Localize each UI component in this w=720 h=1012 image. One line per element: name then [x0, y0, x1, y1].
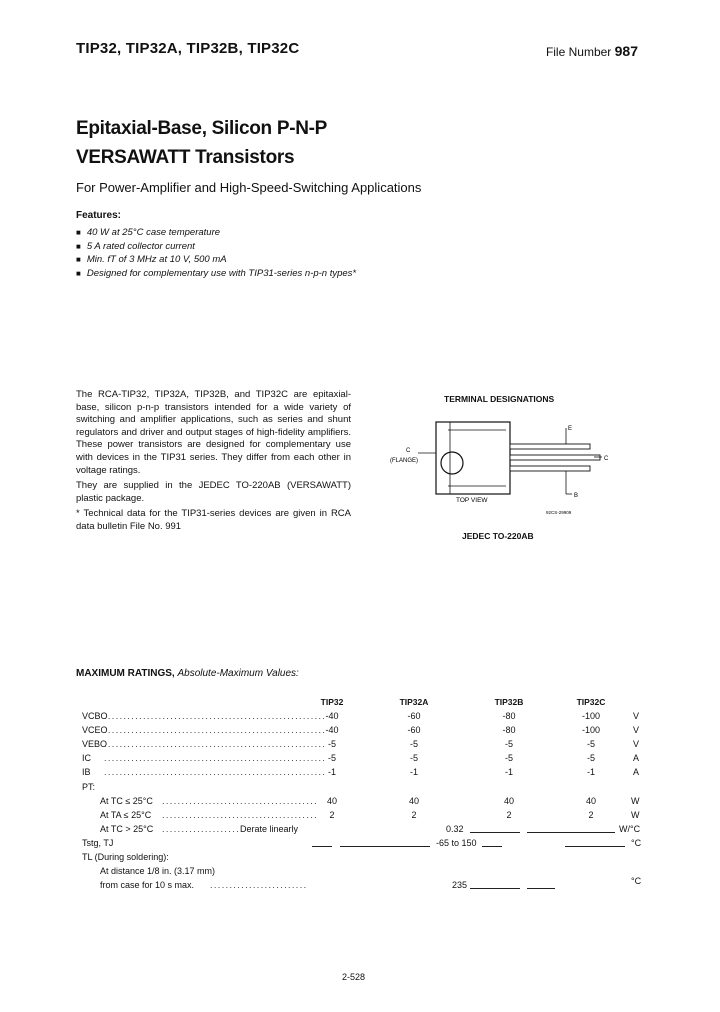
file-number-value: 987	[614, 43, 638, 59]
description	[76, 389, 351, 537]
file-number	[546, 43, 638, 59]
subtitle: For Power-Amplifier and High-Speed-Switching Applications	[76, 180, 422, 195]
leader-dots: .........................................................	[104, 767, 327, 777]
rating-value: 2	[329, 810, 335, 820]
ratings-title-bold: MAXIMUM RATINGS,	[76, 668, 175, 679]
rating-unit: V	[633, 725, 640, 735]
rating-label: VEBO	[82, 739, 108, 749]
rating-value: 2	[588, 810, 594, 820]
rating-label: IC	[82, 753, 91, 763]
rating-value: -40	[325, 711, 339, 721]
rating-value: -100	[581, 711, 600, 721]
title-line-1: Epitaxial-Base, Silicon P-N-P	[76, 118, 328, 139]
rating-value: -1	[409, 767, 418, 777]
file-number-label: File Number	[545, 45, 612, 59]
label-emitter: E	[568, 426, 573, 432]
continuation-line	[470, 888, 520, 889]
label-collector-left: C	[406, 448, 411, 454]
leader-dots: .........................................................	[104, 753, 327, 763]
rating-unit: W	[631, 796, 640, 806]
label-collector-right: C	[604, 456, 609, 462]
tl-unit: °C	[631, 876, 642, 886]
column-header: TIP32B	[494, 697, 524, 707]
rating-unit: V	[633, 739, 640, 749]
rating-value: -5	[586, 739, 595, 749]
derate-note: Derate linearly	[240, 824, 299, 834]
lead-collector	[510, 455, 600, 460]
continuation-line	[312, 846, 332, 847]
rating-value: -60	[407, 711, 421, 721]
continuation-line	[482, 846, 502, 847]
rating-value: -1	[327, 767, 336, 777]
description-footnote: * Technical data for the TIP31-series devices are given in RCA data bulletin File No. 991	[76, 508, 351, 532]
feature-item: ■ 40 W at 25°C case temperature	[76, 226, 356, 240]
derate-value: 0.32	[446, 824, 464, 834]
rating-unit: V	[633, 711, 640, 721]
continuation-line	[527, 832, 615, 833]
column-header: TIP32A	[399, 697, 429, 707]
temp-label: Tstg, TJ	[82, 838, 114, 848]
leader-dots: .........................................................	[104, 711, 327, 721]
rating-value: -60	[407, 725, 421, 735]
rating-value: -5	[327, 753, 336, 763]
rating-label: At TA ≤ 25°C	[100, 810, 152, 820]
rating-value: -5	[586, 753, 595, 763]
lead-emitter	[510, 444, 590, 449]
derate-unit: W/°C	[619, 824, 641, 834]
rating-label: At TC ≤ 25°C	[100, 796, 153, 806]
title-line-2: VERSAWATT Transistors	[76, 147, 295, 168]
rating-value: -5	[409, 739, 418, 749]
rating-value: -1	[504, 767, 513, 777]
part-numbers-header: TIP32, TIP32A, TIP32B, TIP32C	[76, 40, 300, 57]
terminal-diagram	[380, 410, 620, 522]
rating-label: VCEO	[82, 725, 108, 735]
rating-value: 2	[411, 810, 417, 820]
rating-value: -5	[327, 739, 336, 749]
distance-label: At distance 1/8 in. (3.17 mm)	[100, 866, 216, 876]
ratings-title-italic: Absolute-Maximum Values:	[177, 668, 299, 679]
rating-value: -40	[325, 725, 339, 735]
rating-label: VCBO	[82, 711, 108, 721]
leader-dots: .........................................................	[104, 725, 327, 735]
package-body	[436, 422, 510, 494]
terminal-designations-title: TERMINAL DESIGNATIONS	[444, 394, 555, 404]
rating-value: 40	[326, 796, 337, 806]
label-flange: (FLANGE)	[390, 458, 419, 464]
rating-value: 40	[585, 796, 596, 806]
tl-label: TL (During soldering):	[82, 852, 169, 862]
rating-value: -100	[581, 725, 600, 735]
drawing-code: 92CS-29909	[546, 510, 572, 515]
label-base: B	[574, 493, 579, 499]
temp-value: -65 to 150	[436, 838, 477, 848]
features-list	[76, 226, 356, 280]
leader-dots: .........................	[210, 880, 308, 890]
column-header: TIP32C	[576, 697, 606, 707]
case-label: from case for 10 s max.	[100, 880, 195, 890]
column-header: TIP32	[320, 697, 344, 707]
lead-base	[510, 466, 590, 471]
ratings-title	[76, 668, 299, 679]
continuation-line	[470, 832, 520, 833]
leader-dots: .........................................................	[104, 739, 327, 749]
rating-unit: A	[633, 753, 640, 763]
rating-label: IB	[82, 767, 91, 777]
rating-value: -1	[586, 767, 595, 777]
rating-value: -5	[409, 753, 418, 763]
feature-item: ■ 5 A rated collector current	[76, 240, 356, 254]
feature-item: ■ Min. fT of 3 MHz at 10 V, 500 mA	[76, 253, 356, 267]
continuation-line	[340, 846, 430, 847]
label-top-view: TOP VIEW	[456, 497, 488, 504]
rating-unit: W	[631, 810, 640, 820]
pt-label: PT:	[82, 782, 96, 792]
description-paragraph: The RCA-TIP32, TIP32A, TIP32B, and TIP32C are epitaxial-base, silicon p-n-p transistors intended for a wide variety of switching and amplifier applications, such as series and shunt regulators and driver and output stages of high-fidelity amplifiers. These power transistors are designed for complementary use with devices in the TIP31 series. They differ from each other in voltage ratings.	[76, 389, 351, 476]
continuation-line	[527, 888, 555, 889]
rating-value: 2	[506, 810, 512, 820]
package-label: JEDEC TO-220AB	[462, 531, 534, 541]
leader-dots: ........................................	[162, 810, 319, 820]
tl-value: 235	[452, 880, 468, 890]
derate-label: At TC > 25°C	[100, 824, 154, 834]
rating-unit: A	[633, 767, 640, 777]
temp-unit: °C	[631, 838, 642, 848]
rating-value: -5	[504, 753, 513, 763]
continuation-line	[565, 846, 625, 847]
rating-value: -80	[502, 711, 516, 721]
leader-dots: ....................	[162, 824, 241, 834]
rating-value: -80	[502, 725, 516, 735]
rating-value: 40	[408, 796, 419, 806]
features-heading: Features:	[76, 210, 122, 221]
page-number: 2-528	[342, 972, 366, 982]
feature-item: ■ Designed for complementary use with TIP31-series n-p-n types*	[76, 267, 356, 281]
rating-value: -5	[504, 739, 513, 749]
leader-dots: ........................................	[162, 796, 319, 806]
rating-value: 40	[503, 796, 514, 806]
description-paragraph: They are supplied in the JEDEC TO-220AB (VERSAWATT) plastic package.	[76, 480, 351, 504]
